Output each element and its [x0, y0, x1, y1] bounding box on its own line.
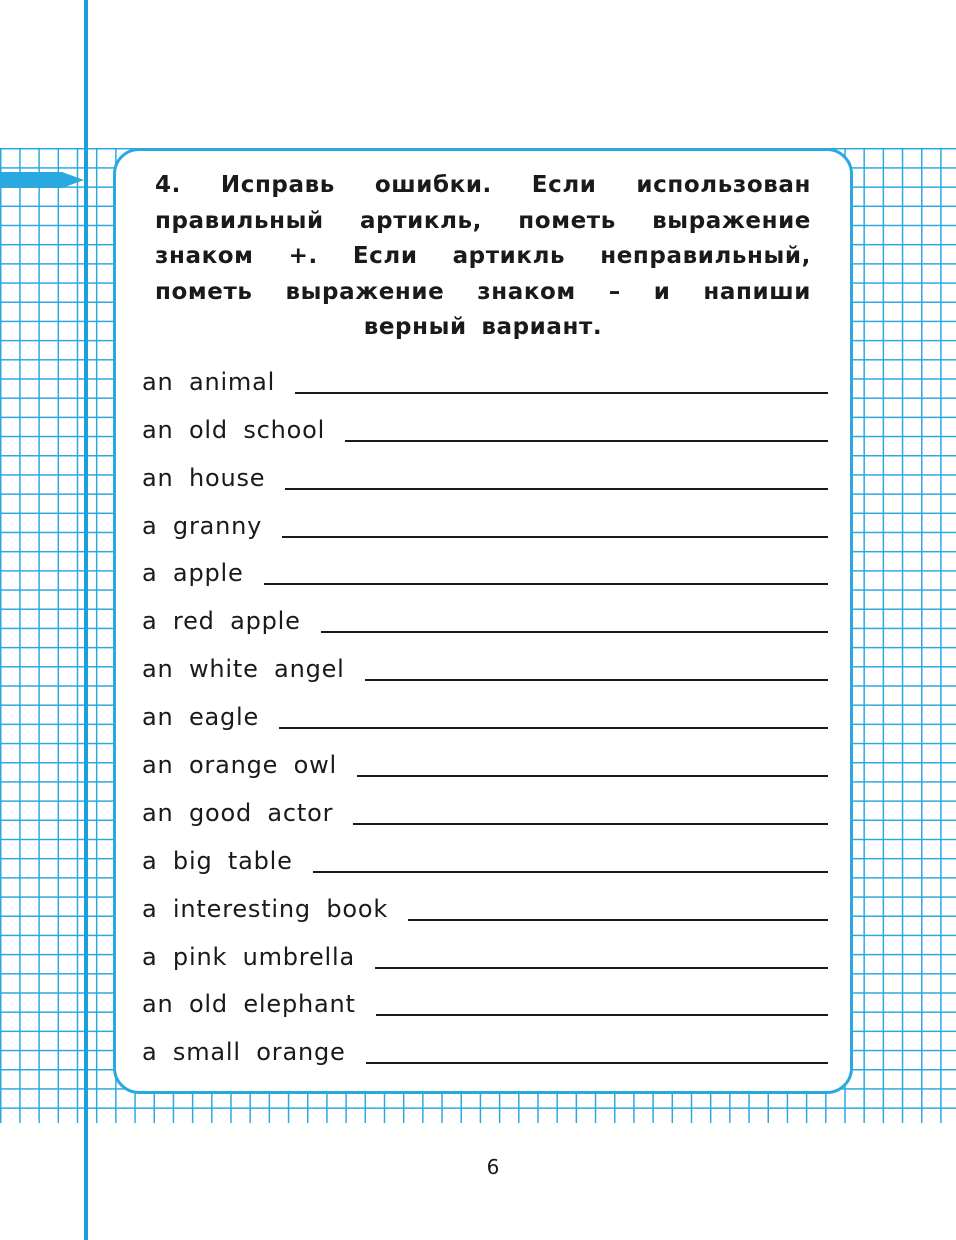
- exercise-row: [142, 831, 828, 879]
- exercise-row: [142, 687, 828, 735]
- exercise-row: [142, 639, 828, 687]
- answer-line[interactable]: [365, 678, 828, 681]
- answer-line[interactable]: [279, 726, 828, 729]
- exercise-phrase: an orange owl: [142, 751, 338, 780]
- answer-line[interactable]: [345, 439, 828, 442]
- exercise-phrase: a granny: [142, 511, 263, 540]
- exercise-row: [142, 879, 828, 927]
- answer-line[interactable]: [321, 630, 828, 633]
- exercise-phrase: an old school: [142, 415, 326, 444]
- exercise-phrase: an animal: [142, 367, 276, 396]
- exercise-row: [142, 783, 828, 831]
- exercise-phrase: a interesting book: [142, 894, 389, 923]
- exercise-row: [142, 975, 828, 1023]
- answer-line[interactable]: [285, 487, 828, 490]
- exercise-row: [142, 544, 828, 592]
- answer-line[interactable]: [264, 582, 828, 585]
- notebook-margin-line: [84, 0, 88, 1240]
- exercise-row: [142, 1022, 828, 1070]
- answer-line[interactable]: [295, 391, 828, 394]
- exercise-phrase: an white angel: [142, 655, 345, 684]
- answer-line[interactable]: [357, 774, 828, 777]
- answer-line[interactable]: [282, 535, 828, 538]
- exercise-row: [142, 591, 828, 639]
- answer-line[interactable]: [376, 1013, 828, 1016]
- exercise-row: [142, 735, 828, 783]
- exercise-phrase: an house: [142, 463, 266, 492]
- exercise-list: [142, 352, 828, 1070]
- arrow-marker-icon: [0, 170, 84, 190]
- answer-line[interactable]: [408, 918, 828, 921]
- task-instruction: 4. Исправь ошибки. Если использован правильный артикль, пометь выражение знаком +. Если артикль неправильный, пометь выражение знаком – и напиши верный вариант.: [155, 172, 811, 340]
- exercise-phrase: a pink umbrella: [142, 942, 355, 971]
- exercise-row: [142, 927, 828, 975]
- exercise-phrase: a apple: [142, 559, 244, 588]
- exercise-phrase: a red apple: [142, 607, 301, 636]
- answer-line[interactable]: [366, 1061, 828, 1064]
- exercise-phrase: an good actor: [142, 798, 334, 827]
- exercise-phrase: an eagle: [142, 703, 260, 732]
- answer-line[interactable]: [313, 870, 828, 873]
- exercise-phrase: an old elephant: [142, 990, 356, 1019]
- answer-line[interactable]: [353, 822, 828, 825]
- page-number: 6: [486, 1155, 500, 1179]
- exercise-row: [142, 352, 828, 400]
- exercise-row: [142, 448, 828, 496]
- exercise-row: [142, 496, 828, 544]
- exercise-phrase: a big table: [142, 846, 293, 875]
- answer-line[interactable]: [375, 966, 828, 969]
- exercise-row: [142, 400, 828, 448]
- exercise-phrase: a small orange: [142, 1038, 346, 1067]
